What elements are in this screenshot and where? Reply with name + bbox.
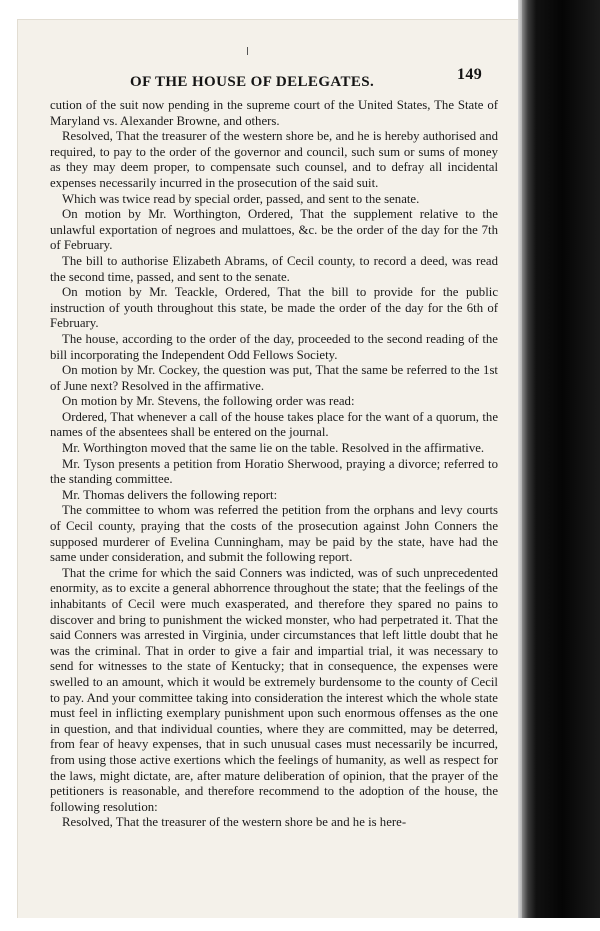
paragraph: The house, according to the order of the day, proceeded to the second reading of the bill incorporating the Independent Odd Fellows Society. [50, 331, 498, 362]
paragraph: Mr. Worthington moved that the same lie on the table. Resolved in the affirmative. [62, 441, 485, 456]
paragraph: Ordered, That whenever a call of the house takes place for the want of a quorum, the names of the absentees shall be entered on the journal. [50, 409, 498, 440]
paragraph: Resolved, That the treasurer of the western shore be and he is here- [62, 815, 407, 830]
paragraph: On motion by Mr. Cockey, the question was put, That the same be referred to the 1st of June next? Resolved in the affirmative. [50, 363, 498, 393]
paragraph: Resolved, That the treasurer of the western shore be, and he is hereby authorised and required, to pay to the order of the governor and council, such sum or sums of money as they may deem proper, to compensate such counsel, and to defray all incidental expenses necessarily incurred in the prosecution of the said suit. [50, 129, 498, 190]
running-title: OF THE HOUSE OF DELEGATES. [130, 74, 375, 90]
paragraph: On motion by Mr. Teackle, Ordered, That the bill to provide for the public instruction of youth throughout this state, be made the order of the day for the 6th of February. [50, 285, 498, 331]
paragraph: Mr. Tyson presents a petition from Horatio Sherwood, praying a divorce; referred to the standing committee. [50, 456, 498, 487]
ink-mark [247, 47, 252, 55]
paragraph: cution of the suit now pending in the supreme court of the United States, The State of Maryland vs. Alexander Browne, and others. [50, 98, 498, 128]
paragraph: The committee to whom was referred the petition from the orphans and levy courts of Cecil county, praying that the costs of the prosecution against John Conners the supposed murderer of Evelina Cunningham, may be paid by the state, have had the same under consideration, and submit the following report. [50, 503, 498, 565]
page-header [130, 66, 550, 91]
paragraph: Which was twice read by special order, passed, and sent to the senate. [62, 191, 420, 206]
paragraph: The bill to authorise Elizabeth Abrams, of Cecil county, to record a deed, was read the second time, passed, and sent to the senate. [50, 253, 498, 284]
body-text [50, 98, 498, 831]
paragraph: Mr. Thomas delivers the following report: [62, 487, 278, 502]
bottom-margin [0, 918, 600, 931]
book-gutter [522, 0, 600, 931]
paragraph: On motion by Mr. Worthington, Ordered, That the supplement relative to the unlawful exportation of negroes and mulattoes, &c. be the order of the day for the 7th of February. [50, 207, 498, 253]
page-number: 149 [457, 66, 483, 83]
paragraph: On motion by Mr. Stevens, the following order was read: [62, 394, 355, 409]
paragraph: That the crime for which the said Conners was indicted, was of such unprecedented enormity, as to excite a general abhorrence throughout the state; that the feelings of the inhabitants of Cecil were much exasperated, and therefore they spared no pains to discover and bring to punishment the wicked monster, who had perpetrated it. That the said Conners was arrested in Virginia, under circumstances that left little doubt that he was the criminal. That in order to give a fair and impartial trial, it was necessary to send for witnesses to the state of Kentucky; that in consequence, the expenses were swelled to an amount, which it would be extremely burdensome to the county of Cecil to pay. And your committee taking into consideration the interest which the whole state must feel in inflicting exemplary punishment upon such enormous offenses as the one in question, and that individual counties, where they are committed, may be deterred, from fear of heavy expenses, that in such unusual cases must necessarily be incurred, from using those active exertions which the feelings of humanity, as well as respect for the laws, might dictate, are, after mature deliberation of opinion, that the prayer of the petitioners is reasonable, and therefore recommend to the adoption of the house, the following resolution: [50, 565, 498, 814]
